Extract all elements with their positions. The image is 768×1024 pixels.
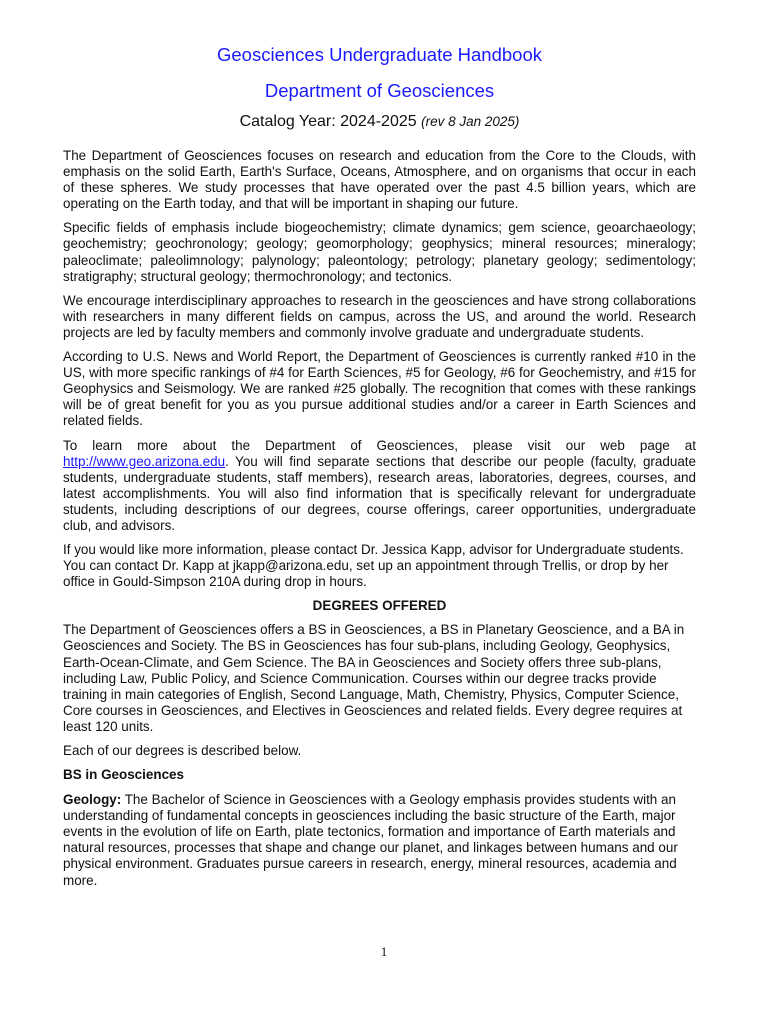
intro-paragraph-1: The Department of Geosciences focuses on research and education from the Core to the Clouds, with emphasis on the solid Earth, Earth's Surface, Oceans, Atmosphere, and on organisms that occur in each of these spheres. We study processes that have operated over the past 4.5 billion years, which are operating on the Earth today, and that will be important in shaping our future. bbox=[63, 148, 696, 212]
intro-paragraph-4: According to U.S. News and World Report, the Department of Geosciences is currently ranked #10 in the US, with more specific rankings of #4 for Earth Sciences, #5 for Geology, #6 for Geochemistry, and #15 for Geophysics and Seismology. We are ranked #25 globally. The recognition that comes with these rankings will be of great benefit for you as you pursue additional studies and/or a career in Earth Sciences and related fields. bbox=[63, 349, 696, 429]
degrees-paragraph-1: The Department of Geosciences offers a BS in Geosciences, a BS in Planetary Geoscience, and a BA in Geosciences and Society. The BS in Geosciences has four sub-plans, including Geology, Geophysics, Earth-Ocean-Climate, and Gem Science. The BA in Geosciences and Society offers three sub-plans, including Law, Public Policy, and Science Communication. Courses within our degree tracks provide training in main categories of English, Second Language, Math, Chemistry, Physics, Computer Science, Core courses in Geosciences, and Electives in Geosciences and related fields. Every degree requires at least 120 units. bbox=[63, 622, 685, 734]
catalog-year-label: Catalog Year: 2024-2025 bbox=[239, 113, 417, 130]
revision-date: (rev 8 Jan 2025) bbox=[421, 114, 520, 129]
intro-paragraph-5-lead: To learn more about the Department of Geosciences, please visit our web page at bbox=[63, 437, 696, 453]
catalog-year bbox=[63, 112, 696, 132]
geology-description: The Bachelor of Science in Geosciences with a Geology emphasis provides students with an understanding of fundamental concepts in geosciences including the basic structure of the Earth, major events in the evolution of life on Earth, plate tectonics, formation and importance of Earth materials and natural resources, processes that shape and change our planet, and linkages between humans and our physical environment. Graduates pursue careers in research, energy, mineral resources, academia and more. bbox=[63, 792, 678, 888]
bs-geosciences-heading: BS in Geosciences bbox=[63, 767, 184, 783]
geology-paragraph bbox=[63, 792, 696, 889]
geology-label: Geology: bbox=[63, 792, 122, 808]
intro-paragraph-3: We encourage interdisciplinary approaches to research in the geosciences and have strong collaborations with researchers in many different fields on campus, across the US, and around the world. Research projects are led by faculty members and commonly involve graduate and undergraduate students. bbox=[63, 292, 696, 340]
department-title: Department of Geosciences bbox=[264, 80, 495, 101]
intro-paragraph-2: Specific fields of emphasis include biogeochemistry; climate dynamics; gem science, geoarchaeology; geochemistry; geochronology; geology; geomorphology; geophysics; mineral resources; mineralogy; paleoclimate; paleolimnology; palynology; paleontology; petrology; planetary geology; sedimentology; stratigraphy; structural geology; thermochronology; and tectonics. bbox=[63, 220, 696, 284]
handbook-title: Geosciences Undergraduate Handbook bbox=[217, 44, 542, 65]
degrees-paragraph-2: Each of our degrees is described below. bbox=[63, 743, 302, 758]
degrees-offered-heading: DEGREES OFFERED bbox=[312, 598, 447, 614]
geo-website-link[interactable]: http://www.geo.arizona.edu bbox=[63, 453, 226, 469]
page-number: 1 bbox=[380, 944, 388, 959]
intro-paragraph-5 bbox=[63, 438, 696, 535]
intro-paragraph-6: If you would like more information, please contact Dr. Jessica Kapp, advisor for Undergraduate students. You can contact Dr. Kapp at jkapp@arizona.edu, set up an appointment through Trellis, or drop by her office in Gould-Simpson 210A during drop in hours. bbox=[63, 542, 684, 590]
intro-paragraph-5-rest: . You will find separate sections that describe our people (faculty, graduate students, undergraduate students, staff members), research areas, laboratories, degrees, courses, and latest accomplishments. You will also find information that is specifically relevant for undergraduate students, including descriptions of our degrees, course offerings, career opportunities, undergraduate club, and advisors. bbox=[63, 453, 696, 533]
